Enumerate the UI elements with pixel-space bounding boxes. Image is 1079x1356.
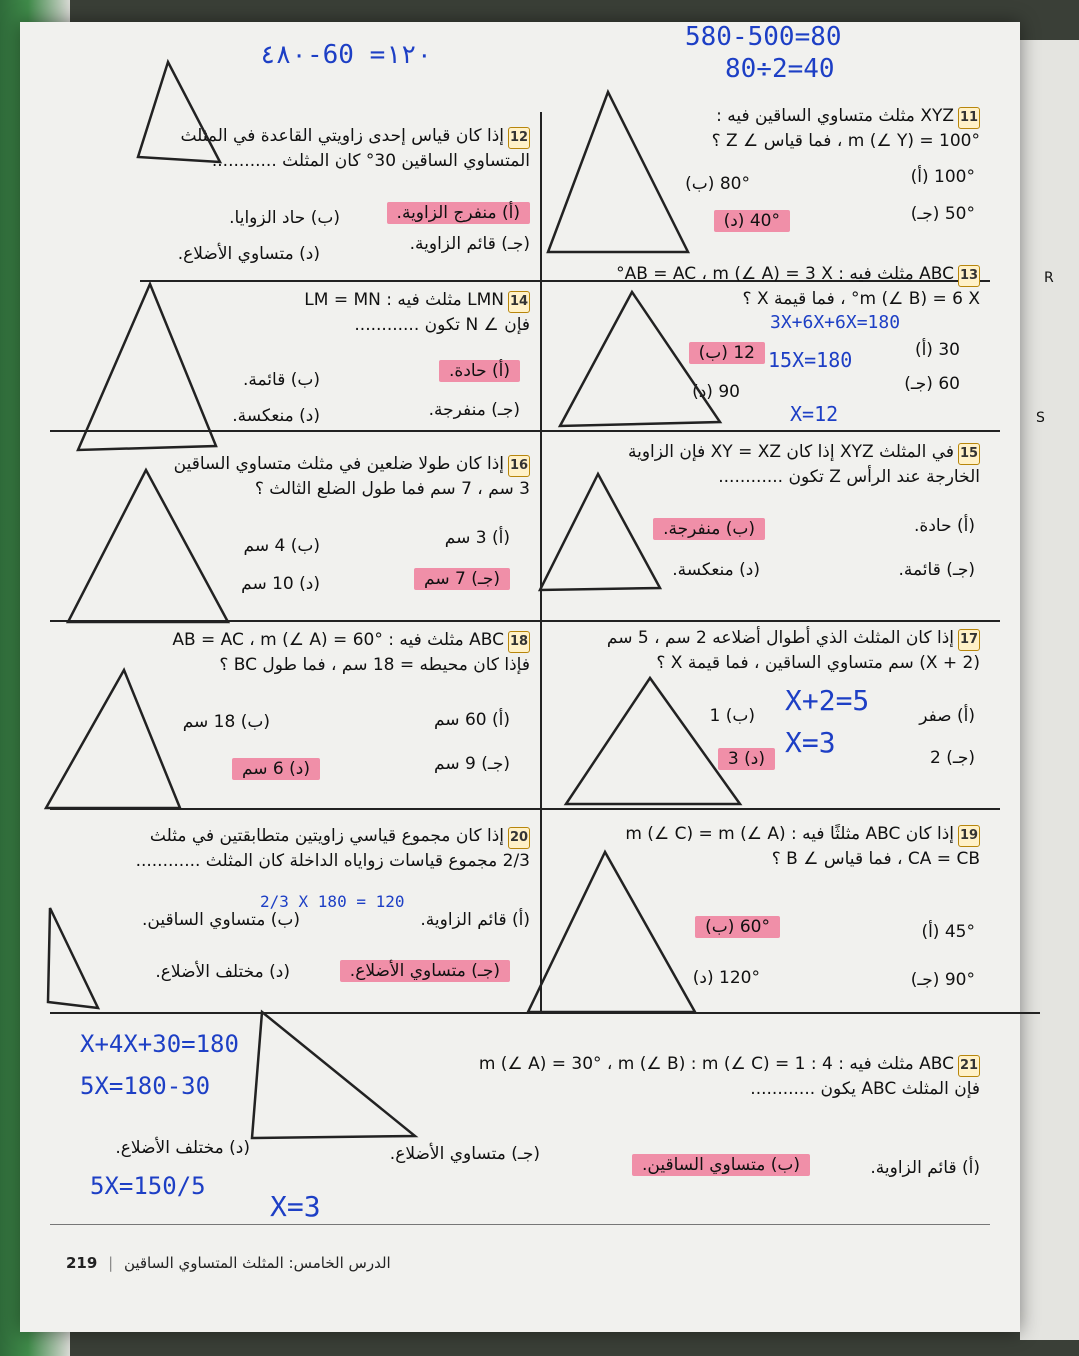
q21-option-a[interactable]: (أ) قائم الزاوية. [870, 1158, 980, 1178]
q16-option-c[interactable]: (جـ) 7 سم [414, 568, 510, 590]
question-14: 14LMN مثلث فيه : LM = MN فإن ∠ N تكون ............ [304, 290, 530, 335]
q15-option-d[interactable]: (د) منعكسة. [672, 560, 760, 580]
q13-option-a[interactable]: 30 (أ) [914, 340, 960, 360]
q15-option-a[interactable]: (أ) حادة. [914, 516, 975, 536]
triangle-sketch [48, 908, 98, 1008]
page-footer: 219 | الدرس الخامس: المثلث المتساوي الساقين [66, 1254, 391, 1272]
q15-option-c[interactable]: (جـ) قائمة. [898, 560, 975, 580]
handwritten-note: 3X+6X+6X=180 [770, 312, 901, 333]
triangle-sketch [68, 470, 228, 622]
q14-option-c[interactable]: (جـ) منفرجة. [428, 400, 520, 420]
worksheet-page [20, 22, 1020, 1332]
q11-option-c[interactable]: 50° (جـ) [910, 204, 975, 224]
q11-option-a[interactable]: 100° (أ) [910, 167, 975, 187]
q18-option-c[interactable]: (جـ) 9 سم [434, 754, 510, 774]
q21-option-d[interactable]: (د) مختلف الأضلاع. [115, 1138, 250, 1158]
next-page-edge: R S [1020, 40, 1079, 1340]
handwritten-note: X=3 [270, 1190, 321, 1223]
q14-option-a[interactable]: (أ) حادة. [439, 360, 520, 382]
q16-option-a[interactable]: (أ) 3 سم [444, 528, 510, 548]
q20-option-d[interactable]: (د) مختلف الأضلاع. [155, 962, 290, 982]
handwritten-note: 580-500=80 [685, 22, 842, 52]
question-17: 17إذا كان المثلث الذي أطوال أضلاعه 2 سم ، 5 سم (X + 2) سم متساوي الساقين ، فما قيمة X ؟ [606, 628, 980, 673]
q17-option-b[interactable]: (ب) 1 [709, 706, 755, 726]
q17-option-a[interactable]: (أ) صفر [919, 706, 975, 726]
handwritten-note: 15X=180 [768, 348, 853, 372]
q16-option-d[interactable]: (د) 10 سم [241, 574, 320, 594]
q11-option-b[interactable]: 80° (ب) [685, 174, 750, 194]
triangle-sketch [138, 62, 220, 162]
footer-rule [50, 1224, 990, 1225]
triangle-sketches [20, 22, 1020, 1332]
question-19: 19إذا كان ABC مثلثًا فيه : m (∠ C) = m (∠ A) CA = CB ، فما قياس ∠ B ؟ [625, 824, 980, 869]
q18-option-b[interactable]: (ب) 18 سم [182, 712, 270, 732]
handwritten-note: 80÷2=40 [725, 54, 835, 84]
question-13: 13ABC مثلث فيه : AB = AC ، m (∠ A) = 3 X° m (∠ B) = 6 X° ، فما قيمة X ؟ [616, 264, 980, 309]
handwritten-note: X+2=5 [785, 684, 870, 717]
triangle-sketch [560, 292, 720, 426]
q12-option-a[interactable]: (أ) منفرج الزاوية. [387, 202, 530, 224]
handwritten-note: 2/3 X 180 = 120 [260, 892, 405, 911]
triangle-sketch [548, 92, 688, 252]
q16-option-b[interactable]: (ب) 4 سم [243, 536, 320, 556]
page-number: 219 [66, 1254, 98, 1272]
q14-option-b[interactable]: (ب) قائمة. [242, 370, 320, 390]
q19-option-b[interactable]: 60° (ب) [695, 916, 780, 938]
question-21: 21ABC مثلث فيه : m (∠ A) = 30° ، m (∠ B) : m (∠ C) = 1 : 4 فإن المثلث ABC يكون ............ [478, 1054, 980, 1099]
q19-option-d[interactable]: 120° (د) [692, 968, 760, 988]
lesson-title: الدرس الخامس: المثلث المتساوي الساقين [123, 1254, 391, 1272]
q17-option-c[interactable]: (جـ) 2 [930, 748, 975, 768]
q20-option-b[interactable]: (ب) متساوي الساقين. [141, 910, 300, 930]
triangle-sketch [78, 284, 216, 450]
triangle-sketch [540, 474, 660, 590]
q13-option-b[interactable]: 12 (ب) [689, 342, 765, 364]
q21-option-c[interactable]: (جـ) متساوي الأضلاع. [389, 1144, 540, 1164]
triangle-sketch [252, 1012, 415, 1138]
q20-option-c[interactable]: (جـ) متساوي الأضلاع. [340, 960, 510, 982]
question-20: 20إذا كان مجموع قياسي زاويتين متطابقتين في مثلث 2/3 مجموع قياسات زواياه الداخلة كان المثلث ............ [135, 826, 530, 871]
handwritten-note: 5X=180-30 [80, 1072, 211, 1100]
question-16: 16إذا كان طولا ضلعين في مثلث متساوي الساقين 3 سم ، 7 سم فما طول الضلع الثالث ؟ [173, 454, 530, 499]
q19-option-a[interactable]: 45° (أ) [921, 922, 975, 942]
q12-option-b[interactable]: (ب) حاد الزوايا. [229, 208, 340, 228]
handwritten-note: X+4X+30=180 [80, 1030, 239, 1058]
q18-option-d[interactable]: (د) 6 سم [232, 758, 320, 780]
triangle-sketch [46, 670, 180, 808]
handwritten-note: X=12 [790, 402, 839, 426]
question-18: 18ABC مثلث فيه : AB = AC ، m (∠ A) = 60° فإذا كان محيطه = 18 سم ، فما طول BC ؟ [172, 630, 530, 675]
q12-option-c[interactable]: (جـ) قائم الزاوية. [409, 234, 530, 254]
q14-option-d[interactable]: (د) منعكسة. [232, 406, 320, 426]
q11-option-d[interactable]: 40° (د) [714, 210, 790, 232]
question-12: 12إذا كان قياس إحدى زاويتي القاعدة في المثلث المتساوي الساقين 30° كان المثلث ............ [180, 126, 530, 171]
handwritten-note: 5X=150/5 [90, 1172, 206, 1200]
q13-option-c[interactable]: 60 (جـ) [904, 374, 960, 394]
q17-option-d[interactable]: (د) 3 [718, 748, 775, 770]
q21-option-b[interactable]: (ب) متساوي الساقين. [632, 1154, 810, 1176]
q12-option-d[interactable]: (د) متساوي الأضلاع. [177, 244, 320, 264]
triangle-sketch [566, 678, 740, 804]
q20-option-a[interactable]: (أ) قائم الزاوية. [420, 910, 530, 930]
question-15: 15في المثلث XYZ إذا كان XY = XZ فإن الزاوية الخارجة عند الرأس Z تكون ............ [627, 442, 980, 487]
handwritten-note: X=3 [785, 726, 836, 759]
triangle-sketch [528, 852, 695, 1012]
q13-option-d[interactable]: 90 (د) [692, 382, 740, 402]
q18-option-a[interactable]: (أ) 60 سم [433, 710, 510, 730]
handwritten-note: ٤٨٠-60 =١٢٠ [260, 40, 433, 70]
q19-option-c[interactable]: 90° (جـ) [910, 970, 975, 990]
q15-option-b[interactable]: (ب) منفرجة. [653, 518, 765, 540]
question-11: 11XYZ مثلث متساوي الساقين فيه : m (∠ Y) = 100° ، فما قياس ∠ Z ؟ [711, 106, 980, 151]
